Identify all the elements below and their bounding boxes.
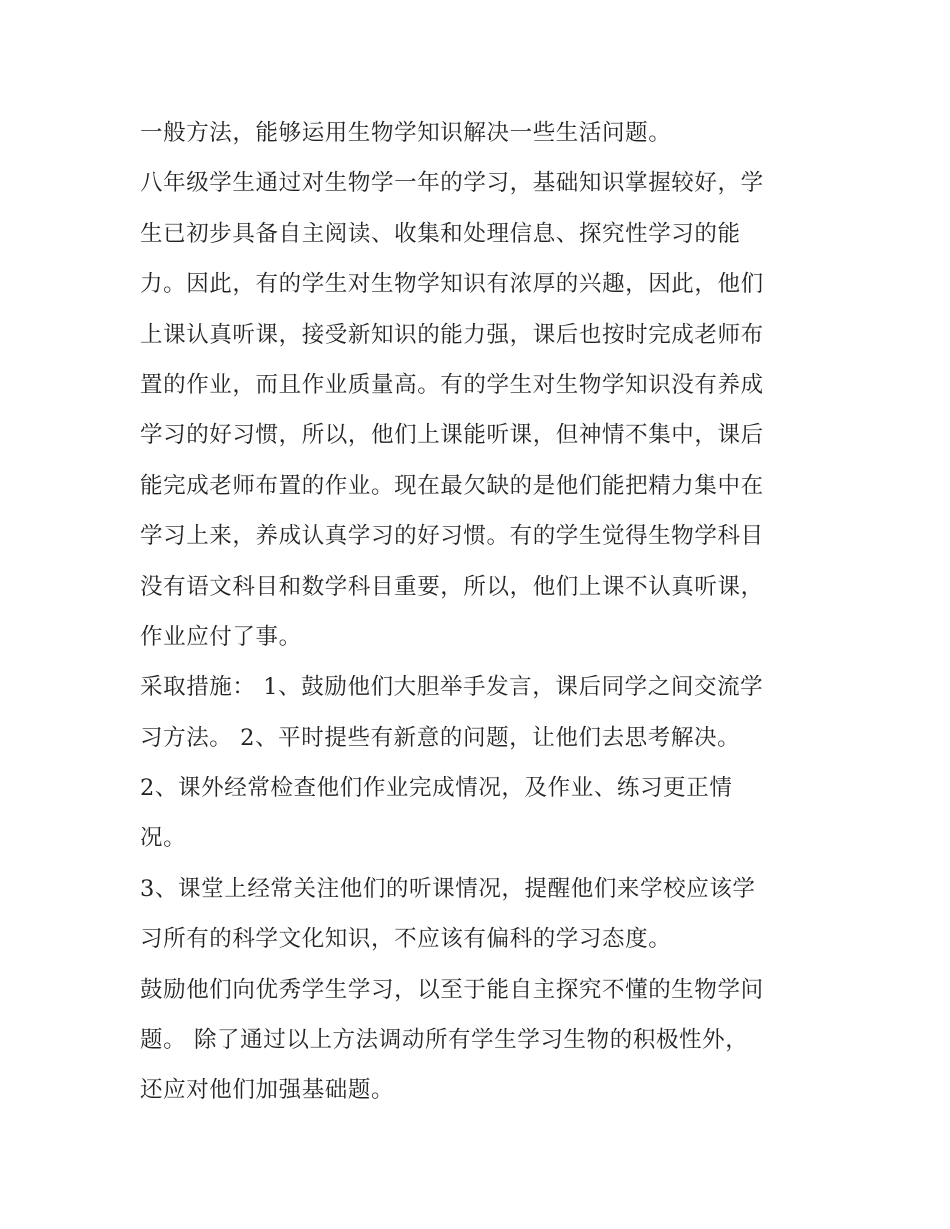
text-line: 没有语文科目和数学科目重要，所以，他们上课不认真听课， xyxy=(140,573,764,600)
text-line: 能完成老师布置的作业。现在最欠缺的是他们能把精力集中在 xyxy=(140,472,764,499)
text-line: 况。 xyxy=(140,825,187,852)
text-line: 还应对他们加强基础题。 xyxy=(140,1077,395,1104)
document-body xyxy=(140,108,820,1116)
text-line: 学习上来，养成认真学习的好习惯。有的学生觉得生物学科目 xyxy=(140,523,764,550)
text-line: 置的作业，而且作业质量高。有的学生对生物学知识没有养成 xyxy=(140,371,764,398)
text-line: 采取措施： 1、鼓励他们大胆举手发言，课后同学之间交流学 xyxy=(140,674,764,701)
text-line: 生已初步具备自主阅读、收集和处理信息、探究性学习的能 xyxy=(140,220,741,247)
text-line: 一般方法，能够运用生物学知识解决一些生活问题。 xyxy=(140,120,672,146)
text-line: 上课认真听课，接受新知识的能力强，课后也按时完成老师布 xyxy=(140,321,764,348)
text-line: 鼓励他们向优秀学生学习，以至于能自主探究不懂的生物学问 xyxy=(140,976,764,1003)
text-line: 力。因此，有的学生对生物学知识有浓厚的兴趣，因此，他们 xyxy=(140,271,764,298)
text-line: 题。 除了通过以上方法调动所有学生学习生物的积极性外， xyxy=(140,1027,749,1054)
text-line: 3、课堂上经常关注他们的听课情况，提醒他们来学校应该学 xyxy=(140,875,756,902)
text-line: 习方法。 2、平时提些有新意的问题，让他们去思考解决。 xyxy=(140,724,741,751)
text-line: 习所有的科学文化知识，不应该有偏科的学习态度。 xyxy=(140,926,672,953)
text-line: 学习的好习惯，所以，他们上课能听课，但神情不集中，课后 xyxy=(140,422,764,449)
text-line: 八年级学生通过对生物学一年的学习，基础知识掌握较好，学 xyxy=(140,170,764,197)
text-line: 作业应付了事。 xyxy=(140,623,302,650)
text-line: 2、课外经常检查他们作业完成情况，及作业、练习更正情 xyxy=(140,775,733,802)
